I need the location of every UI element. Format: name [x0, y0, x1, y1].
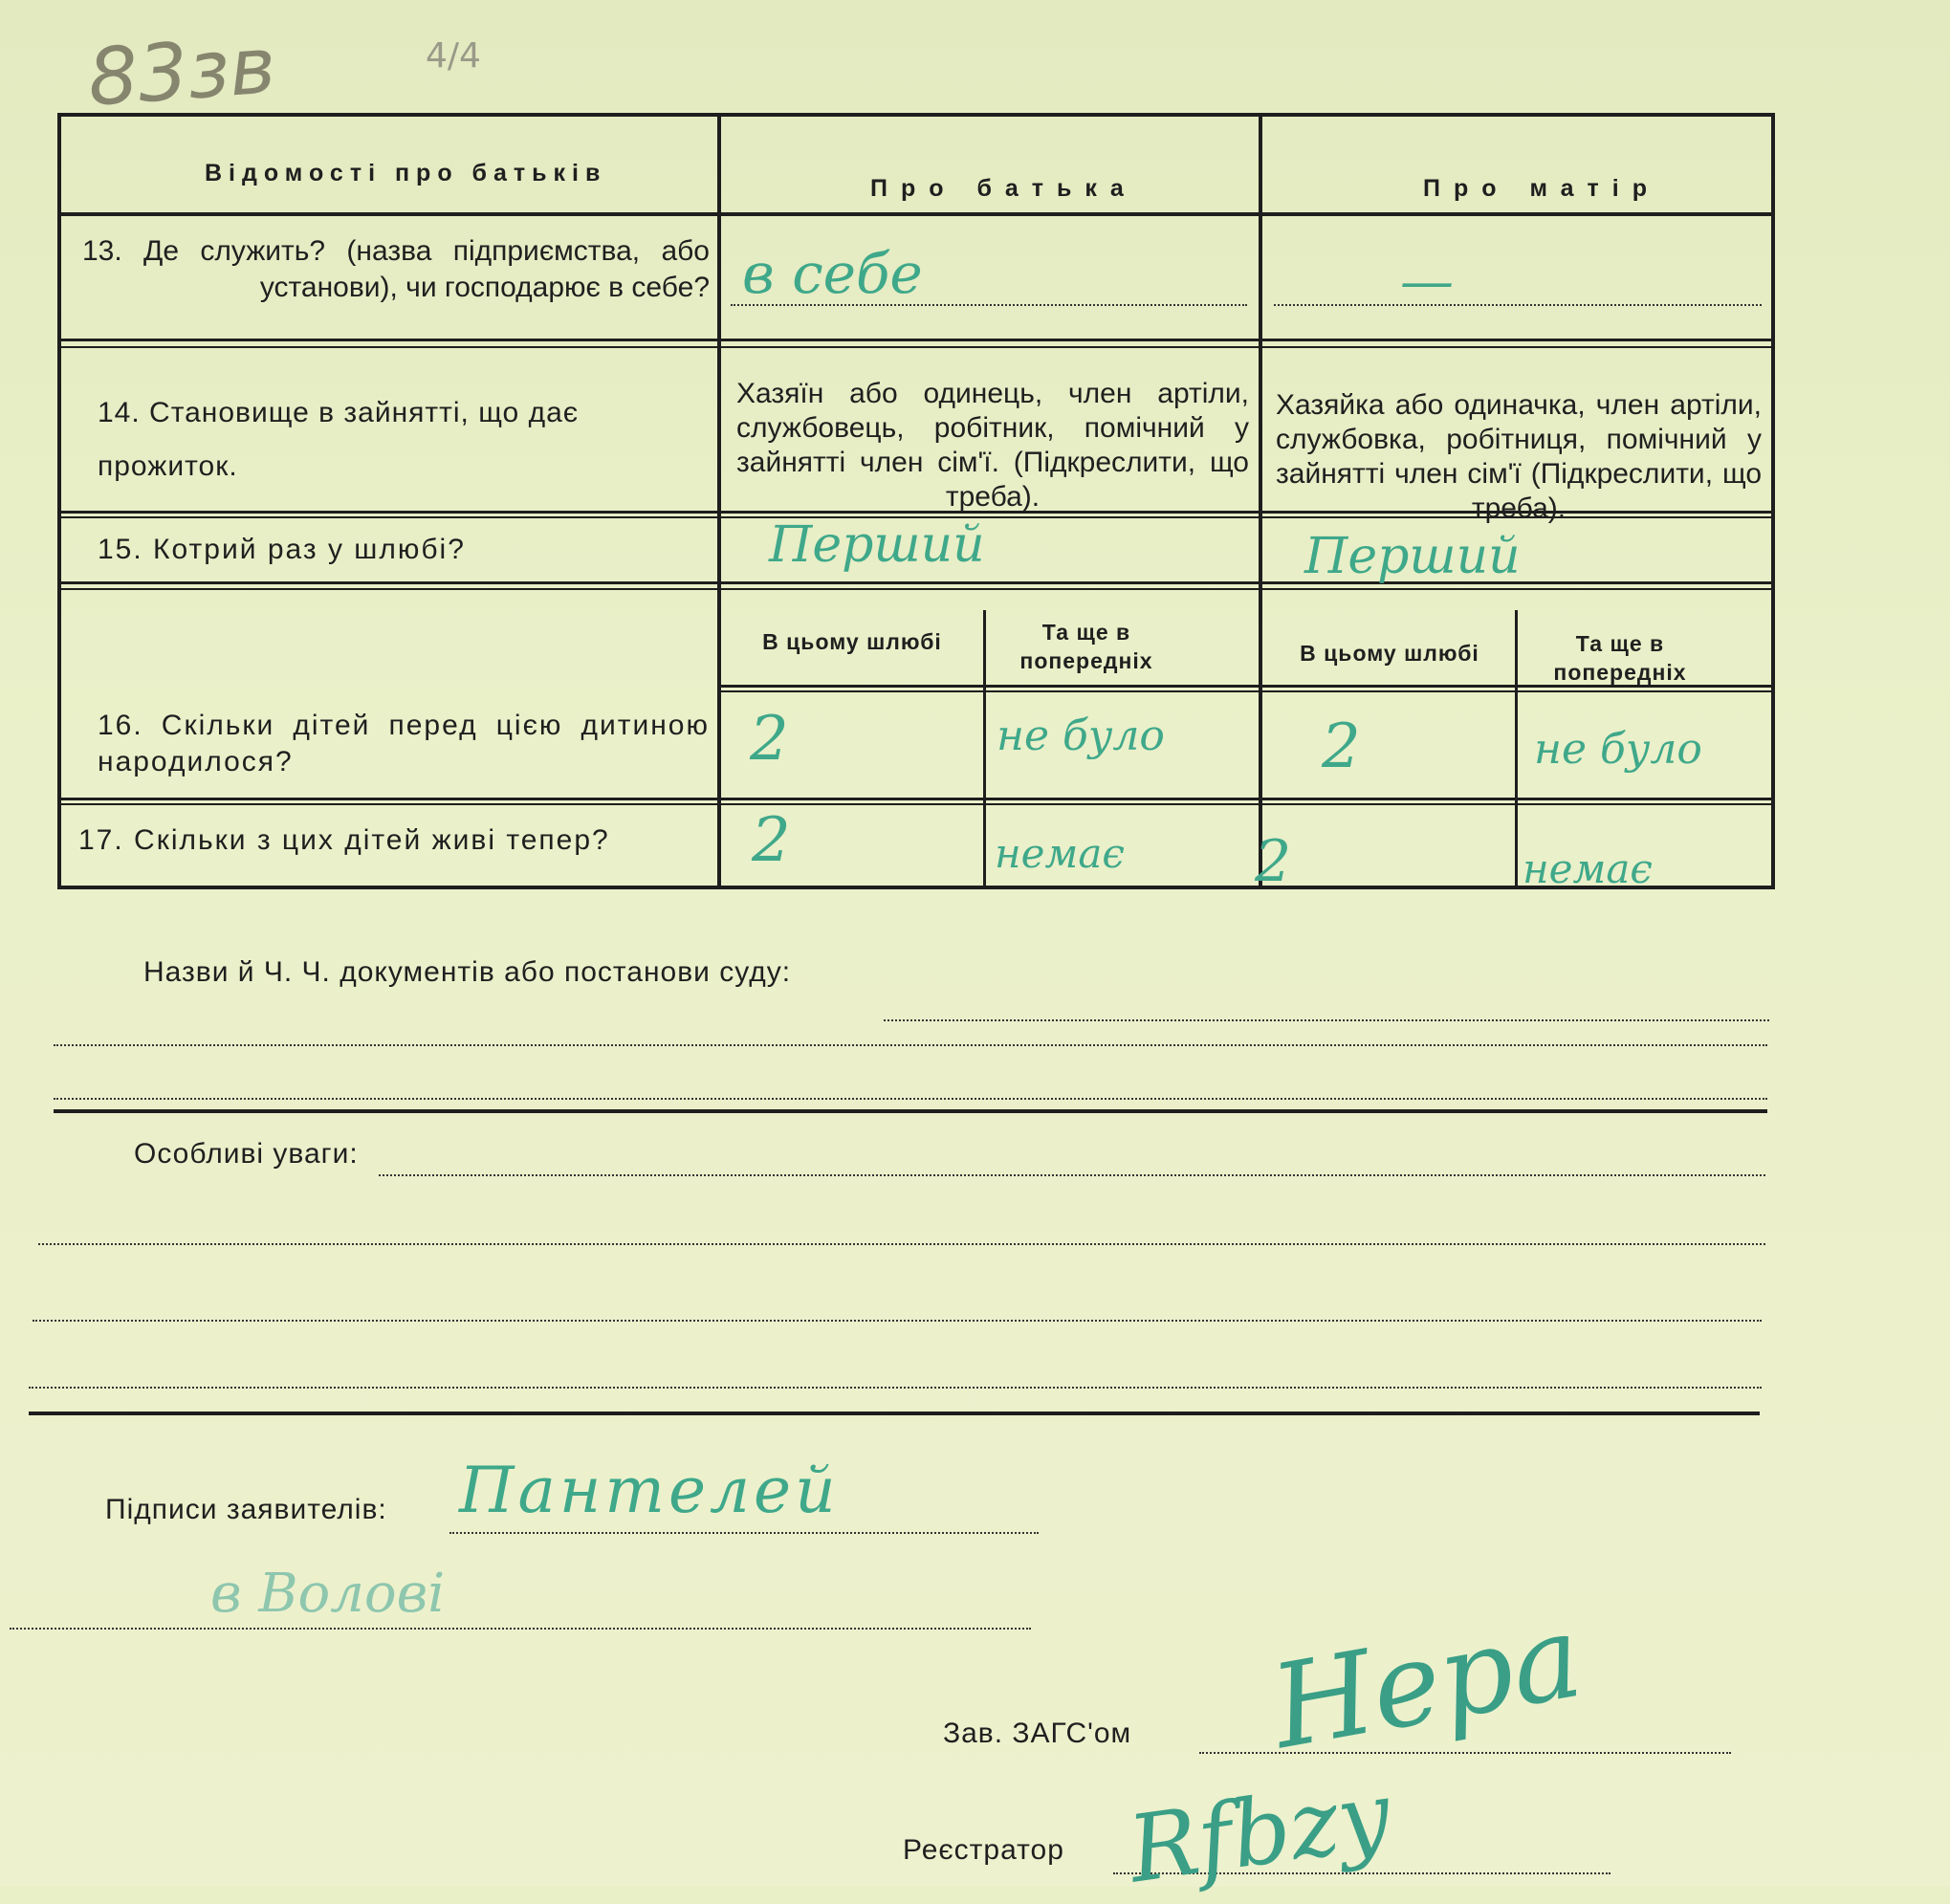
remarks-label: Особливі уваги:: [134, 1138, 359, 1170]
remarks-separator: [29, 1412, 1760, 1415]
registrar-signature: Rfbzy: [1122, 1761, 1397, 1904]
question-16: 16. Скільки дітей перед цією дитиною народилося?: [98, 710, 710, 777]
mother-children-alive-previous: немає: [1523, 845, 1653, 892]
father-employment-options: Хазяїн або одинець, член артіли, службовець, робітник, помічний у зайнятті член сім'ї. (Підкреслити, що треба).: [736, 378, 1249, 513]
header-father: Про батька: [870, 175, 1137, 202]
zags-head-signature-line: [1199, 1752, 1731, 1754]
mother-workplace-value: —: [1400, 251, 1454, 313]
father-children-this-marriage: 2: [750, 704, 789, 775]
documents-label: Назви й Ч. Ч. документів або постанови суду:: [143, 956, 792, 988]
father-children-previous: не було: [997, 711, 1165, 760]
remarks-line-4: [29, 1387, 1762, 1389]
mother-children-alive-this: 2: [1255, 828, 1292, 895]
father-marriage-count: Перший: [769, 516, 985, 574]
subheader-father-previous: Та ще в попередніх: [1019, 620, 1153, 673]
applicants-signature-line: [449, 1532, 1039, 1534]
father-children-alive-this: 2: [752, 805, 791, 876]
question-15: 15. Котрий раз у шлюбі?: [98, 534, 466, 565]
remarks-line-1: [379, 1174, 1765, 1176]
question-14: 14. Становище в зайнятті, що дає прожиток.: [98, 397, 580, 482]
mother-children-this-marriage: 2: [1322, 711, 1361, 782]
applicant-signature-2: в Волові: [210, 1563, 446, 1625]
applicants-signature-label: Підписи заявителів:: [105, 1494, 387, 1525]
page-number-mark: 83зв: [84, 20, 279, 124]
registrar-label: Реєстратор: [903, 1834, 1064, 1866]
zags-head-signature: Нера: [1262, 1589, 1591, 1776]
remarks-line-2: [38, 1243, 1765, 1245]
parents-info-table: [57, 113, 1775, 895]
documents-line-1: [884, 1019, 1769, 1021]
documents-separator: [54, 1109, 1767, 1113]
header-mother: Про матір: [1423, 175, 1660, 202]
documents-line-3: [54, 1098, 1767, 1100]
question-13: 13. Де служить? (назва підприємства, або установи), чи господарює в себе?: [82, 235, 710, 303]
father-children-alive-previous: немає: [995, 830, 1125, 877]
question-17: 17. Скільки з цих дітей живі тепер?: [78, 824, 610, 856]
zags-head-label: Зав. ЗАГС'ом: [943, 1718, 1132, 1749]
mother-children-previous: не було: [1534, 725, 1702, 774]
subheader-father-this-marriage: В цьому шлюбі: [762, 629, 942, 654]
subheader-mother-previous: Та ще в попередніх: [1553, 631, 1687, 685]
mother-marriage-count: Перший: [1304, 528, 1521, 585]
pencil-mark: 4/4: [426, 36, 481, 76]
subheader-mother-this-marriage: В цьому шлюбі: [1300, 641, 1479, 666]
applicants-signature-line-2: [10, 1628, 1031, 1630]
header-parents-info: Відомості про батьків: [205, 160, 607, 186]
remarks-line-3: [33, 1320, 1762, 1322]
mother-employment-options: Хазяйка або одиначка, член артіли, службовка, робітниця, помічний у зайнятті член сім'ї (Підкреслити, що треба).: [1276, 389, 1762, 524]
applicant-signature: Пантелей: [459, 1454, 840, 1527]
documents-line-2: [54, 1044, 1767, 1046]
father-workplace-value: в себе: [742, 241, 923, 306]
